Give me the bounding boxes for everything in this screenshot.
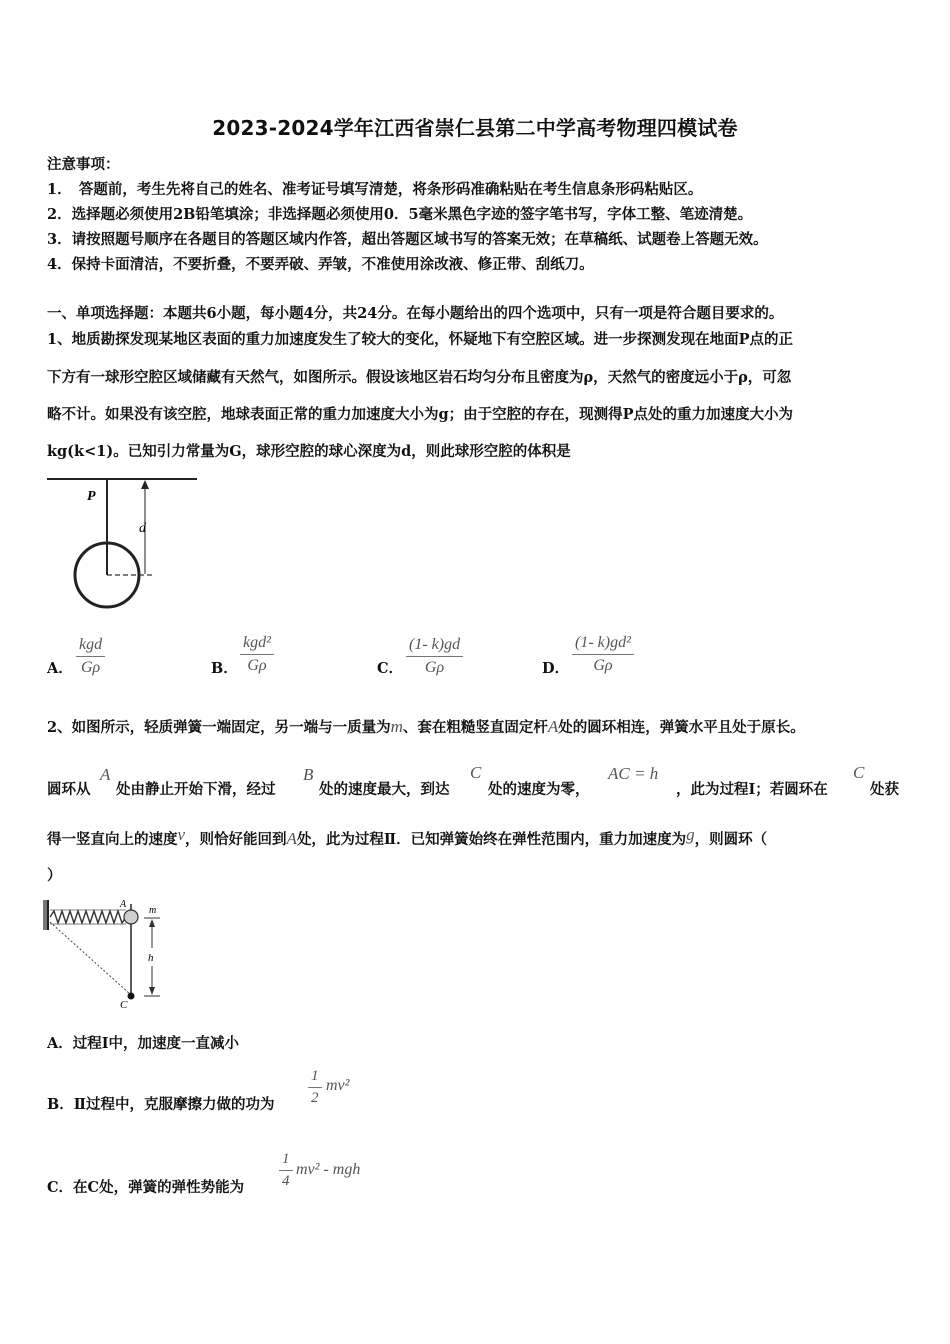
figure-label-a: A (120, 899, 127, 910)
q1-option-d-formula (572, 634, 634, 675)
q2-text: ，则圆环（ (694, 831, 768, 848)
q2-var-b: B (303, 765, 314, 784)
q1-text-line: kg(k<1)。已知引力常量为G，球形空腔的球心深度为d，则此球形空腔的体积是 (47, 443, 571, 460)
q2-option-c: C．在C处，弹簧的弹性势能为 (47, 1179, 245, 1196)
notice-item: 4．保持卡面清洁，不要折叠，不要弄破、弄皱，不准使用涂改液、修正带、刮纸刀。 (47, 256, 594, 273)
q1-text-line: 1、地质勘探发现某地区表面的重力加速度发生了较大的变化，怀疑地下有空腔区域。进一步探测发现在地面P点的正 (47, 331, 793, 348)
q1-option-b-num: kgd² (240, 634, 274, 655)
q1-option-d-num: (1- k)gd² (572, 634, 634, 655)
q2-option-b: B．Ⅱ过程中，克服摩擦力做的功为 (47, 1096, 275, 1113)
q2-var-a: A (100, 765, 111, 784)
q1-option-b-formula (240, 634, 274, 675)
q2-text: 处获 (870, 781, 899, 798)
notice-heading: 注意事项： (47, 156, 120, 173)
q1-option-c-formula (406, 636, 463, 677)
q2-text: 处的速度为零， (488, 781, 590, 798)
q2-text: 处由静止开始下滑，经过 (116, 781, 276, 798)
q1-option-label-c: C． (377, 660, 404, 677)
q2-text: 得一竖直向上的速度 (47, 831, 178, 848)
q2-option-c-num: 1 (279, 1151, 293, 1171)
q1-option-a-num: kgd (76, 636, 105, 657)
q2-text-line (47, 825, 768, 849)
q2-text: 、套在粗糙竖直固定杆 (402, 719, 548, 736)
q2-spring-figure (40, 896, 180, 1016)
q2-text: 处，此为过程Ⅱ．已知弹簧始终在弹性范围内，重力加速度为 (296, 831, 687, 848)
q2-text-line: ） (47, 867, 62, 884)
q1-option-label-a: A． (47, 660, 73, 677)
q2-var-g: g (686, 825, 695, 844)
notice-item: 2．选择题必须使用2B铅笔填涂；非选择题必须使用0．5毫米黑色字迹的签字笔书写，字体工整、笔迹清楚。 (47, 206, 753, 223)
q2-var-a: A (547, 717, 559, 736)
q2-text: 2、如图所示，轻质弹簧一端固定，另一端与一质量为 (47, 719, 391, 736)
figure-label-p: P (87, 489, 96, 504)
q2-text-line: 圆环从 (47, 781, 91, 798)
q2-text: 处的速度最大，到达 (319, 781, 450, 798)
notice-item: 1． 答题前，考生先将自己的姓名、准考证号填写清楚，将条形码准确粘贴在考生信息条形码粘贴区。 (47, 181, 703, 198)
q1-option-c-num: (1- k)gd (406, 636, 463, 657)
q2-var-c: C (853, 763, 865, 782)
q2-option-a: A．过程Ⅰ中，加速度一直减小 (47, 1035, 240, 1052)
q1-option-a-den: Gρ (80, 659, 101, 676)
q2-text-line (47, 716, 805, 737)
q2-formula-ach: AC = h (608, 764, 659, 783)
q1-text-line: 略不计。如果没有该空腔，地球表面正常的重力加速度大小为g；由于空腔的存在，现测得P点处的重力加速度大小为 (47, 406, 794, 423)
q2-var-c: C (470, 763, 482, 782)
q2-var-v: v (177, 825, 186, 844)
q1-text-line: 下方有一球形空腔区域储藏有天然气，如图所示。假设该地区岩石均匀分布且密度为ρ，天然气的密度远小于ρ，可忽 (47, 369, 792, 386)
q2-option-b-expr: mv² (326, 1077, 350, 1094)
q2-text: 处的圆环相连，弹簧水平且处于原长。 (558, 719, 805, 736)
page-title: 2023-2024学年江西省崇仁县第二中学高考物理四模试卷 (212, 116, 738, 140)
q1-option-a-formula (76, 636, 105, 677)
q2-option-b-den: 2 (311, 1090, 319, 1106)
section-header: 一、单项选择题：本题共6小题，每小题4分，共24分。在每小题给出的四个选项中，只有一项是符合题目要求的。 (47, 305, 784, 322)
q2-var-a: A (286, 829, 297, 848)
q2-option-b-fraction (308, 1068, 322, 1107)
figure-label-c: C (120, 999, 128, 1011)
q2-option-c-fraction (279, 1151, 293, 1190)
q2-option-c-expr: mv² - mgh (296, 1161, 361, 1178)
q1-cavity-figure (45, 474, 205, 614)
q2-option-b-num: 1 (308, 1068, 322, 1088)
q1-option-d-den: Gρ (593, 657, 613, 674)
q2-var-m: m (390, 717, 403, 736)
notice-item: 3．请按照题号顺序在各题目的答题区域内作答，超出答题区域书写的答案无效；在草稿纸、试题卷上答题无效。 (47, 231, 768, 248)
figure-label-h: h (148, 952, 154, 964)
q1-option-label-b: B． (211, 660, 238, 677)
q1-option-label-d: D． (542, 660, 570, 677)
q1-option-c-den: Gρ (424, 659, 445, 676)
q2-text: ，此为过程Ⅰ；若圆环在 (676, 781, 828, 798)
figure-label-d: d (139, 521, 146, 536)
figure-label-m: m (149, 905, 157, 916)
q2-text: ，则恰好能回到 (185, 831, 287, 848)
q2-option-c-den: 4 (282, 1173, 290, 1189)
q1-option-b-den: Gρ (247, 657, 267, 674)
